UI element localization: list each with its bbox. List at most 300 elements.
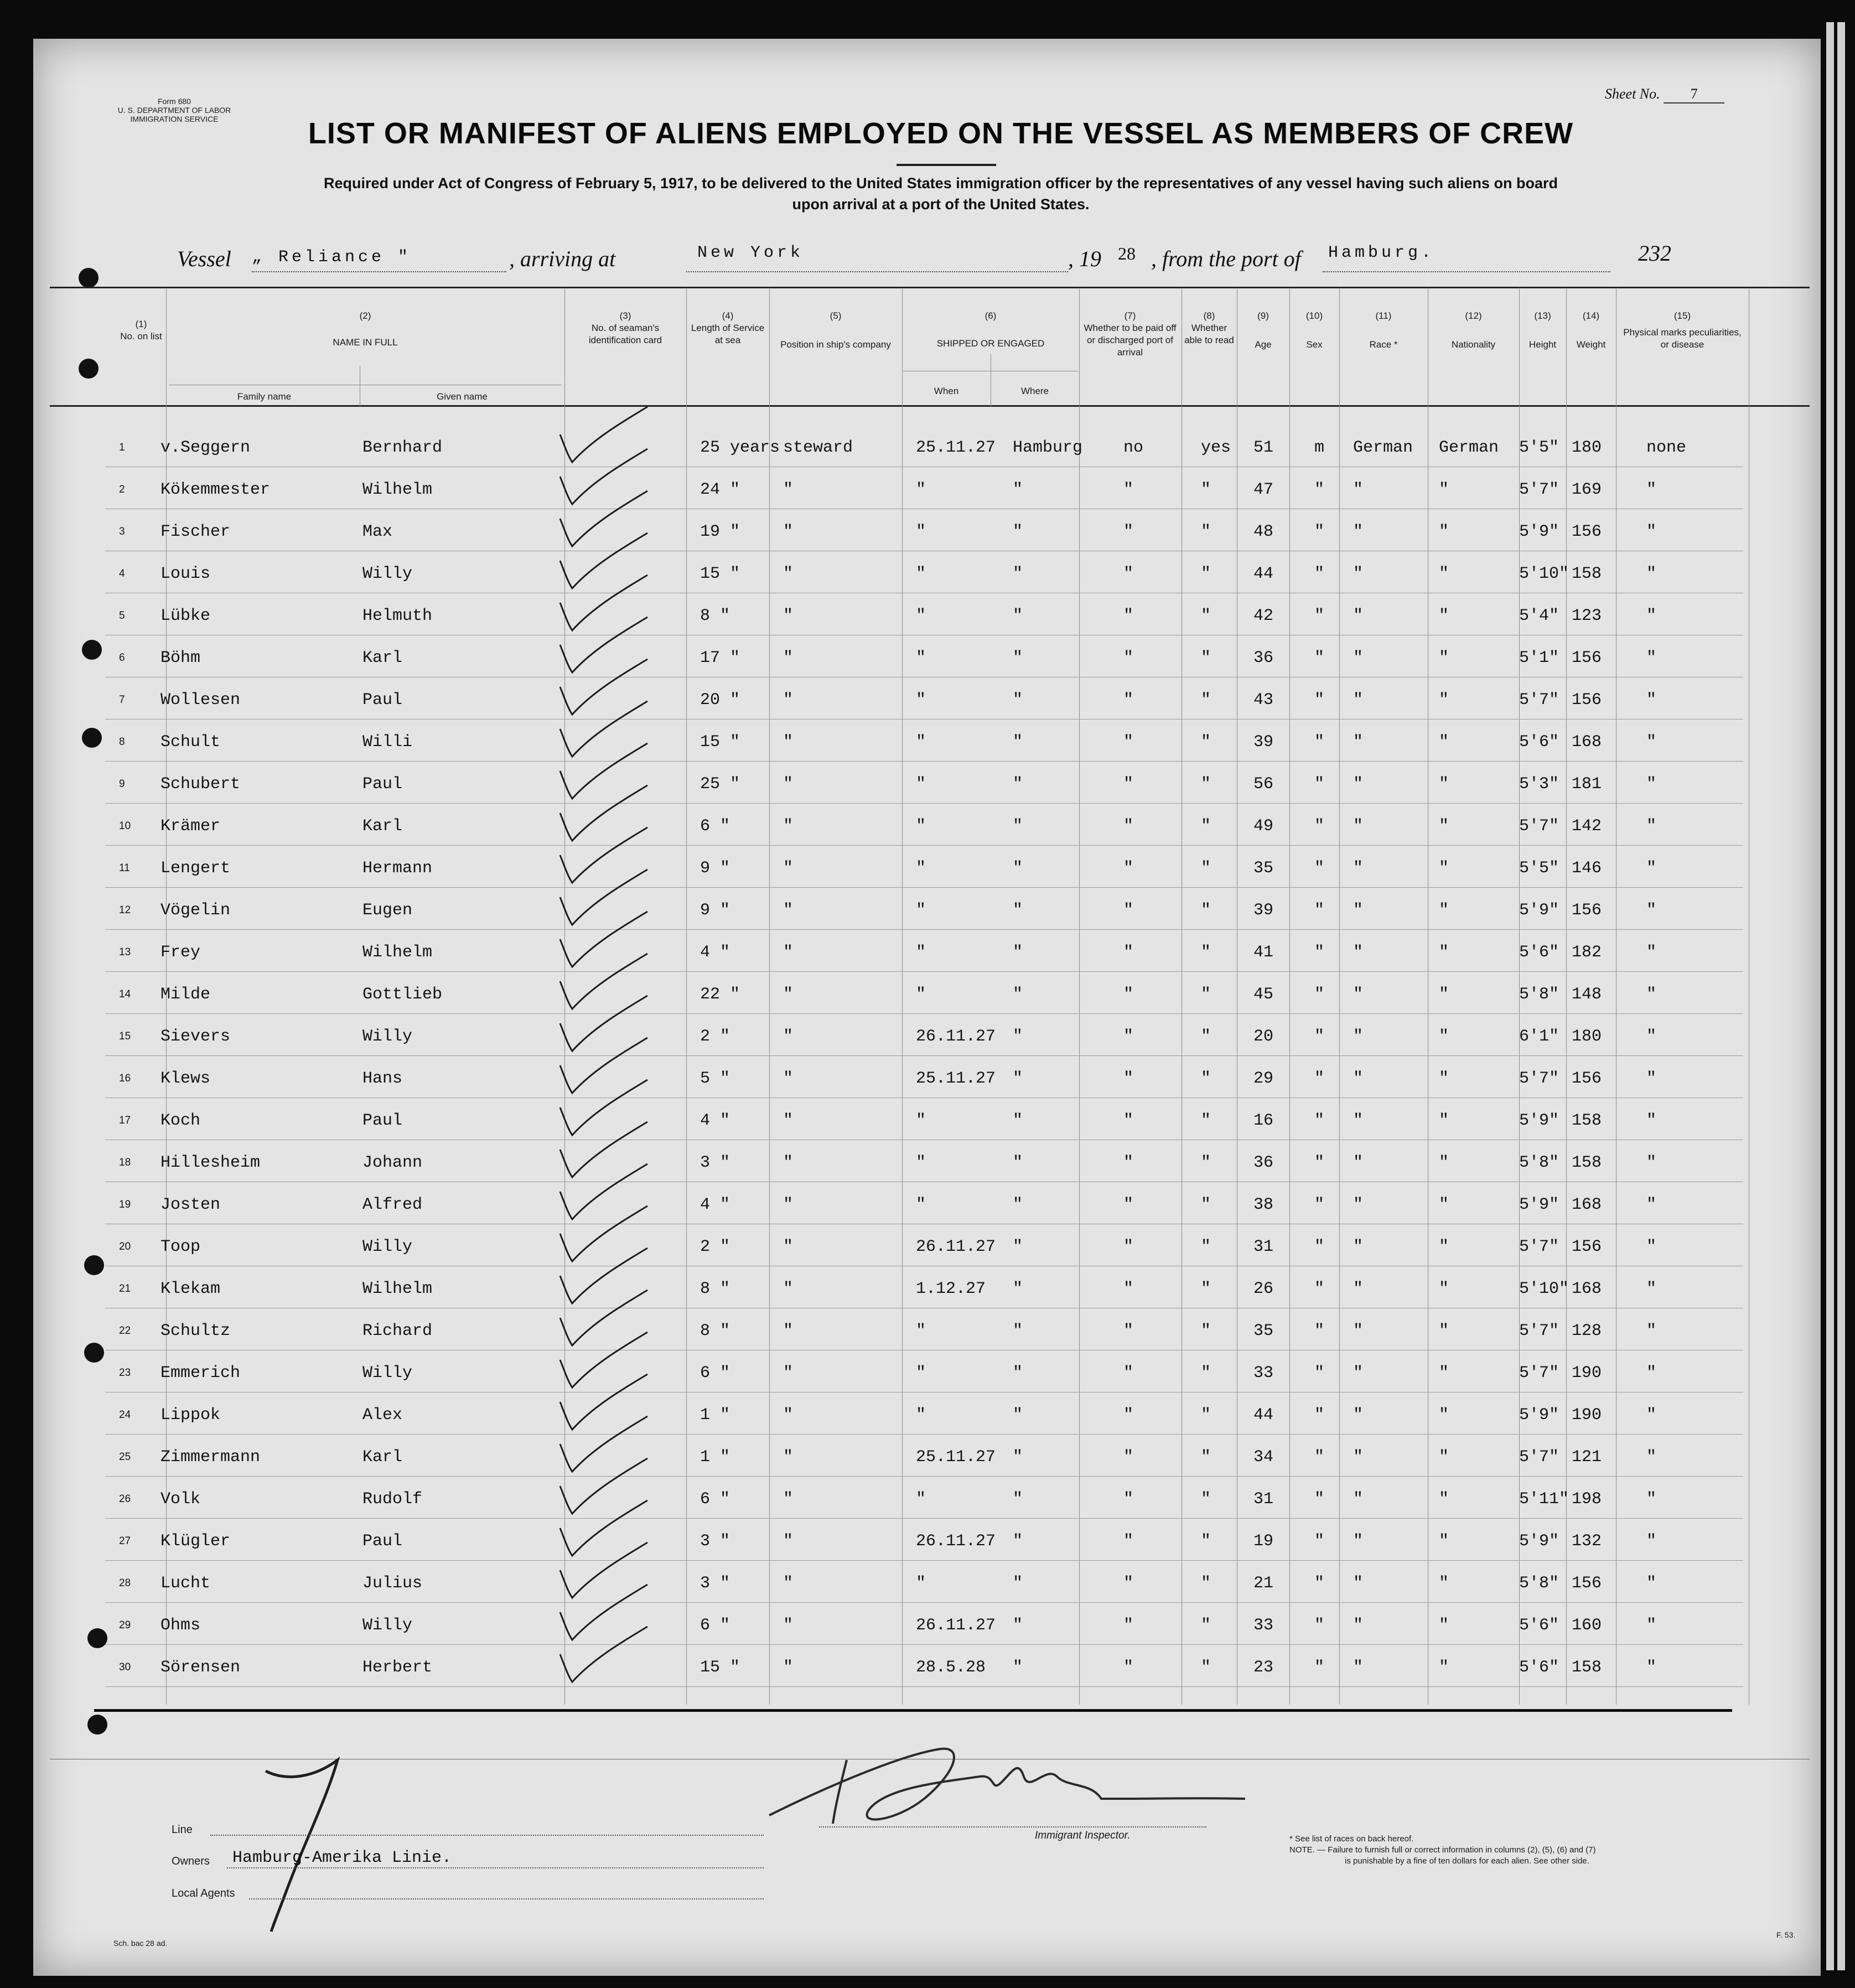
punch-hole	[82, 640, 102, 660]
cell-read: "	[1201, 1027, 1211, 1046]
cell-weight: 142	[1572, 817, 1602, 836]
checkmark	[560, 491, 647, 546]
cell-no: 13	[119, 946, 131, 958]
cell-when: 1.12.27	[916, 1280, 986, 1298]
cell-service: 9 "	[700, 901, 730, 920]
cell-age: 33	[1253, 1616, 1274, 1635]
cell-read: "	[1201, 1532, 1211, 1551]
cell-read: "	[1201, 691, 1211, 710]
cell-read: "	[1201, 901, 1211, 920]
cell-service: 22 "	[700, 985, 740, 1004]
checkmark	[560, 996, 647, 1051]
cell-height: 5'4"	[1519, 607, 1559, 625]
cell-when: "	[916, 733, 926, 752]
cell-age: 26	[1253, 1280, 1274, 1298]
checkmark	[560, 1585, 647, 1640]
cell-read: "	[1201, 1238, 1211, 1256]
cell-height: 5'9"	[1519, 1406, 1559, 1425]
table-row	[105, 1015, 1743, 1056]
owners-label: Owners	[172, 1855, 210, 1867]
cell-paid: "	[1123, 480, 1134, 499]
cell-nat: "	[1439, 943, 1449, 962]
cell-read: "	[1201, 1111, 1211, 1130]
title-underline	[897, 164, 996, 166]
checkmark	[560, 1542, 647, 1598]
cell-position: "	[783, 1490, 794, 1509]
cell-age: 33	[1253, 1364, 1274, 1383]
cell-paid: "	[1123, 1111, 1134, 1130]
cell-height: 5'7"	[1519, 1069, 1559, 1088]
cell-nat: "	[1439, 733, 1449, 752]
cell-height: 5'7"	[1519, 1322, 1559, 1340]
cell-family: Lippok	[160, 1406, 221, 1425]
cell-race: "	[1353, 1364, 1364, 1383]
cell-when: "	[916, 1406, 926, 1425]
cell-given: Willy	[362, 1238, 413, 1256]
cell-nat: "	[1439, 1322, 1449, 1340]
cell-no: 4	[119, 568, 125, 579]
cell-nat: "	[1439, 901, 1449, 920]
cell-age: 16	[1253, 1111, 1274, 1130]
cell-height: 5'11"	[1519, 1490, 1569, 1509]
cell-read: "	[1201, 1448, 1211, 1467]
cell-when: "	[916, 1111, 926, 1130]
cell-read: "	[1201, 775, 1211, 794]
cell-where: "	[1013, 1238, 1023, 1256]
cell-paid: "	[1123, 1490, 1134, 1509]
cell-where: "	[1013, 1153, 1023, 1172]
cell-age: 44	[1253, 565, 1274, 583]
cell-given: Paul	[362, 691, 403, 710]
sheet-number: 7	[1664, 86, 1724, 103]
cell-race: "	[1353, 943, 1364, 962]
cell-where: "	[1013, 985, 1023, 1004]
cell-paid: "	[1123, 691, 1134, 710]
cell-family: Josten	[160, 1195, 221, 1214]
checkmark	[560, 785, 647, 841]
cell-height: 5'6"	[1519, 1658, 1559, 1677]
cell-no: 17	[119, 1115, 131, 1126]
checkmark	[560, 1290, 647, 1345]
cell-position: "	[783, 943, 794, 962]
cell-when: "	[916, 859, 926, 878]
col-header-when: When	[934, 386, 959, 396]
cell-age: 29	[1253, 1069, 1274, 1088]
punch-hole	[79, 268, 99, 288]
cell-position: "	[783, 649, 794, 667]
cell-service: 6 "	[700, 1490, 730, 1509]
cell-where: "	[1013, 733, 1023, 752]
cell-where: "	[1013, 1364, 1023, 1383]
cell-given: Karl	[362, 1448, 403, 1467]
cell-given: Julius	[362, 1574, 423, 1593]
col-header-paid-off: (7) Whether to be paid off or discharged port of arrival	[1084, 310, 1177, 358]
cell-position: "	[783, 775, 794, 794]
cell-given: Gottlieb	[362, 985, 443, 1004]
cell-position: "	[783, 1448, 794, 1467]
cell-read: "	[1201, 1153, 1211, 1172]
cell-given: Wilhelm	[362, 943, 433, 962]
cell-family: Frey	[160, 943, 201, 962]
cell-race: "	[1353, 1574, 1364, 1593]
table-row	[105, 931, 1743, 972]
cell-marks: "	[1646, 1490, 1657, 1509]
cell-weight: 168	[1572, 1195, 1602, 1214]
cell-weight: 198	[1572, 1490, 1602, 1509]
table-row	[105, 1183, 1743, 1224]
cell-where: "	[1013, 1322, 1023, 1340]
cell-age: 21	[1253, 1574, 1274, 1593]
cell-read: "	[1201, 985, 1211, 1004]
checkmark	[560, 575, 647, 630]
checkmark	[560, 1248, 647, 1303]
cell-service: 9 "	[700, 859, 730, 878]
cell-no: 28	[119, 1577, 131, 1589]
checkmark	[560, 1458, 647, 1514]
cell-age: 42	[1253, 607, 1274, 625]
cell-sex: "	[1314, 859, 1325, 878]
checkmark	[560, 407, 647, 462]
inspector-signature	[758, 1716, 1256, 1837]
sheet-label: Sheet No.	[1605, 86, 1660, 102]
cell-family: Sörensen	[160, 1658, 241, 1677]
table-row	[105, 1478, 1743, 1519]
cell-where: "	[1013, 1532, 1023, 1551]
cell-height: 5'9"	[1519, 522, 1559, 541]
checkmark	[560, 659, 647, 715]
cell-height: 5'7"	[1519, 1238, 1559, 1256]
cell-paid: "	[1123, 1448, 1134, 1467]
cell-sex: m	[1314, 438, 1325, 457]
cell-position: steward	[783, 438, 853, 457]
cell-service: 25 "	[700, 775, 740, 794]
cell-age: 23	[1253, 1658, 1274, 1677]
checkmark	[560, 617, 647, 672]
cell-weight: 156	[1572, 522, 1602, 541]
cell-position: "	[783, 1111, 794, 1130]
cell-paid: "	[1123, 607, 1134, 625]
cell-service: 2 "	[700, 1027, 730, 1046]
cell-paid: "	[1123, 733, 1134, 752]
cell-read: "	[1201, 1322, 1211, 1340]
cell-nat: German	[1439, 438, 1499, 457]
cell-age: 51	[1253, 438, 1274, 457]
cell-marks: "	[1646, 1322, 1657, 1340]
document-subtitle: Required under Act of Congress of February 5, 1917, to be delivered to the United States immigration officer by the representatives of any vessel having such aliens on board upon arrival at a port of the United States.	[323, 175, 1558, 213]
cell-when: "	[916, 522, 926, 541]
cell-weight: 158	[1572, 1658, 1602, 1677]
cell-read: "	[1201, 607, 1211, 625]
cell-paid: "	[1123, 1153, 1134, 1172]
cell-given: Bernhard	[362, 438, 443, 457]
page-edge	[1826, 22, 1834, 1970]
cell-race: "	[1353, 649, 1364, 667]
cell-where: "	[1013, 943, 1023, 962]
cell-race: "	[1353, 1111, 1364, 1130]
cell-race: "	[1353, 1658, 1364, 1677]
cell-read: "	[1201, 1616, 1211, 1635]
cell-no: 8	[119, 736, 125, 748]
cell-service: 4 "	[700, 1111, 730, 1130]
cell-service: 17 "	[700, 649, 740, 667]
cell-service: 3 "	[700, 1153, 730, 1172]
cell-no: 30	[119, 1661, 131, 1673]
table-bottom-rule	[94, 1709, 1732, 1712]
cell-age: 36	[1253, 1153, 1274, 1172]
cell-height: 5'6"	[1519, 1616, 1559, 1635]
cell-nat: "	[1439, 1532, 1449, 1551]
cell-no: 2	[119, 484, 125, 495]
cell-height: 6'1"	[1519, 1027, 1559, 1046]
cell-sex: "	[1314, 565, 1325, 583]
cell-no: 9	[119, 778, 125, 790]
cell-race: "	[1353, 565, 1364, 583]
cell-given: Willy	[362, 565, 413, 583]
cell-race: "	[1353, 1153, 1364, 1172]
cell-marks: "	[1646, 522, 1657, 541]
cell-where: "	[1013, 1195, 1023, 1214]
cell-race: "	[1353, 985, 1364, 1004]
cell-sex: "	[1314, 901, 1325, 920]
table-row	[105, 1225, 1743, 1266]
cell-sex: "	[1314, 1490, 1325, 1509]
checkmark	[560, 869, 647, 925]
table-row	[105, 1267, 1743, 1308]
cell-service: 25 years	[700, 438, 780, 457]
cell-when: "	[916, 1195, 926, 1214]
punch-hole	[79, 359, 99, 379]
table-row	[105, 594, 1743, 635]
punch-hole	[84, 1255, 104, 1275]
cell-age: 38	[1253, 1195, 1274, 1214]
cell-where: "	[1013, 565, 1023, 583]
checkmark	[560, 743, 647, 799]
cell-no: 7	[119, 694, 125, 706]
cell-nat: "	[1439, 1027, 1449, 1046]
cell-read: "	[1201, 817, 1211, 836]
cell-paid: "	[1123, 1532, 1134, 1551]
cell-paid: "	[1123, 1406, 1134, 1425]
cell-where: "	[1013, 1280, 1023, 1298]
cell-paid: "	[1123, 1238, 1134, 1256]
cell-marks: "	[1646, 1616, 1657, 1635]
cell-position: "	[783, 1280, 794, 1298]
table-row	[105, 973, 1743, 1014]
cell-sex: "	[1314, 985, 1325, 1004]
cell-service: 15 "	[700, 733, 740, 752]
cell-service: 5 "	[700, 1069, 730, 1088]
cell-given: Karl	[362, 649, 403, 667]
cell-nat: "	[1439, 1616, 1449, 1635]
cell-weight: 156	[1572, 691, 1602, 710]
cell-marks: "	[1646, 1448, 1657, 1467]
cell-family: Sievers	[160, 1027, 231, 1046]
cell-nat: "	[1439, 1111, 1449, 1130]
col-header-physical-marks: (15) Physical marks peculiarities, or disease	[1623, 310, 1742, 350]
cell-service: 8 "	[700, 1280, 730, 1298]
cell-paid: "	[1123, 565, 1134, 583]
cell-race: "	[1353, 775, 1364, 794]
cell-height: 5'7"	[1519, 480, 1559, 499]
cell-no: 11	[119, 862, 130, 874]
cell-sex: "	[1314, 1238, 1325, 1256]
cell-nat: "	[1439, 522, 1449, 541]
cell-weight: 180	[1572, 1027, 1602, 1046]
cell-sex: "	[1314, 1532, 1325, 1551]
cell-where: Hamburg	[1013, 438, 1083, 457]
checkmark	[560, 1164, 647, 1219]
cell-weight: 123	[1572, 607, 1602, 625]
checkmark	[560, 1416, 647, 1472]
cell-sex: "	[1314, 691, 1325, 710]
cell-race: "	[1353, 817, 1364, 836]
cell-no: 27	[119, 1535, 131, 1547]
cell-paid: "	[1123, 775, 1134, 794]
cell-service: 6 "	[700, 1364, 730, 1383]
cell-position: "	[783, 607, 794, 625]
line-label: Line	[172, 1824, 193, 1836]
cell-weight: 146	[1572, 859, 1602, 878]
cell-paid: "	[1123, 1280, 1134, 1298]
cell-service: 8 "	[700, 1322, 730, 1340]
cell-when: "	[916, 1490, 926, 1509]
col-header-nationality: (12) Nationality	[1451, 310, 1496, 350]
cell-family: Milde	[160, 985, 211, 1004]
cell-where: "	[1013, 775, 1023, 794]
cell-given: Alex	[362, 1406, 403, 1425]
cell-family: Schultz	[160, 1322, 231, 1340]
cell-nat: "	[1439, 775, 1449, 794]
cell-nat: "	[1439, 1490, 1449, 1509]
cell-marks: "	[1646, 1195, 1657, 1214]
cell-service: 15 "	[700, 565, 740, 583]
cell-age: 35	[1253, 1322, 1274, 1340]
cell-no: 16	[119, 1073, 131, 1084]
cell-race: "	[1353, 1616, 1364, 1635]
cell-when: 25.11.27	[916, 438, 996, 457]
cell-paid: "	[1123, 943, 1134, 962]
cell-when: 26.11.27	[916, 1027, 996, 1046]
cell-service: 8 "	[700, 607, 730, 625]
col-header-race: (11) Race *	[1369, 310, 1398, 350]
cell-when: 26.11.27	[916, 1532, 996, 1551]
cell-read: "	[1201, 1490, 1211, 1509]
table-row	[105, 636, 1743, 677]
cell-no: 6	[119, 652, 125, 664]
cell-nat: "	[1439, 691, 1449, 710]
department-name: U. S. DEPARTMENT OF LABOR	[117, 106, 231, 115]
col-header-given-name: Given name	[437, 391, 488, 402]
stamp-number: 232	[1638, 241, 1671, 266]
cell-nat: "	[1439, 1153, 1449, 1172]
table-row	[105, 1057, 1743, 1098]
cell-sex: "	[1314, 1364, 1325, 1383]
cell-race: "	[1353, 1448, 1364, 1467]
cell-position: "	[783, 1322, 794, 1340]
cell-weight: 158	[1572, 1153, 1602, 1172]
checkmark	[560, 954, 647, 1009]
cell-sex: "	[1314, 1195, 1325, 1214]
cell-service: 3 "	[700, 1574, 730, 1593]
cell-race: German	[1353, 438, 1413, 457]
cell-position: "	[783, 1238, 794, 1256]
checkmark	[560, 827, 647, 883]
cell-where: "	[1013, 817, 1023, 836]
cell-nat: "	[1439, 1364, 1449, 1383]
cell-no: 10	[119, 820, 131, 832]
cell-read: "	[1201, 733, 1211, 752]
cell-given: Willy	[362, 1364, 413, 1383]
cell-given: Wilhelm	[362, 480, 433, 499]
cell-height: 5'3"	[1519, 775, 1559, 794]
cell-family: Louis	[160, 565, 211, 583]
table-top-rule	[50, 287, 1810, 288]
cell-when: "	[916, 1364, 926, 1383]
cell-weight: 158	[1572, 1111, 1602, 1130]
cell-height: 5'8"	[1519, 985, 1559, 1004]
year-value: 28	[1118, 244, 1136, 263]
cell-when: 25.11.27	[916, 1069, 996, 1088]
cell-position: "	[783, 1195, 794, 1214]
cell-family: Toop	[160, 1238, 201, 1256]
cell-no: 21	[119, 1283, 131, 1295]
cell-given: Paul	[362, 1111, 403, 1130]
cell-when: 28.5.28	[916, 1658, 986, 1677]
cell-family: Schult	[160, 733, 221, 752]
cell-race: "	[1353, 733, 1364, 752]
table-row	[105, 1352, 1743, 1392]
cell-no: 29	[119, 1619, 131, 1631]
cell-when: 25.11.27	[916, 1448, 996, 1467]
table-row	[105, 679, 1743, 719]
checkmark	[560, 1374, 647, 1430]
owners-value: Hamburg-Amerika Linie.	[232, 1849, 452, 1867]
cell-sex: "	[1314, 1280, 1325, 1298]
cell-read: "	[1201, 522, 1211, 541]
cell-no: 25	[119, 1451, 131, 1463]
service-name: IMMIGRATION SERVICE	[130, 115, 219, 123]
cell-family: Volk	[160, 1490, 201, 1509]
cell-given: Johann	[362, 1153, 423, 1172]
col-header-position: (5) Position in ship's company	[780, 310, 891, 350]
cell-where: "	[1013, 859, 1023, 878]
cell-service: 1 "	[700, 1448, 730, 1467]
cell-nat: "	[1439, 480, 1449, 499]
cell-family: Zimmermann	[160, 1448, 261, 1467]
cell-given: Willi	[362, 733, 413, 752]
cell-given: Karl	[362, 817, 403, 836]
table-row	[105, 1394, 1743, 1435]
document-title: LIST OR MANIFEST OF ALIENS EMPLOYED ON THE VESSEL AS MEMBERS OF CREW	[308, 117, 1574, 150]
table-row	[105, 1520, 1743, 1561]
page-edge	[1837, 22, 1845, 1970]
year-label: , 19	[1068, 246, 1101, 271]
cell-when: "	[916, 607, 926, 625]
cell-no: 12	[119, 904, 131, 916]
cell-race: "	[1353, 1069, 1364, 1088]
col-header-id-card: (3) No. of seaman's identification card	[588, 310, 662, 345]
cell-weight: 190	[1572, 1364, 1602, 1383]
cell-height: 5'6"	[1519, 733, 1559, 752]
cell-sex: "	[1314, 1153, 1325, 1172]
col-header-weight: (14) Weight	[1576, 310, 1606, 350]
cell-no: 3	[119, 526, 125, 537]
cell-given: Richard	[362, 1322, 433, 1340]
table-row	[105, 1099, 1743, 1140]
cell-no: 15	[119, 1031, 131, 1042]
cell-nat: "	[1439, 1448, 1449, 1467]
cell-sex: "	[1314, 943, 1325, 962]
